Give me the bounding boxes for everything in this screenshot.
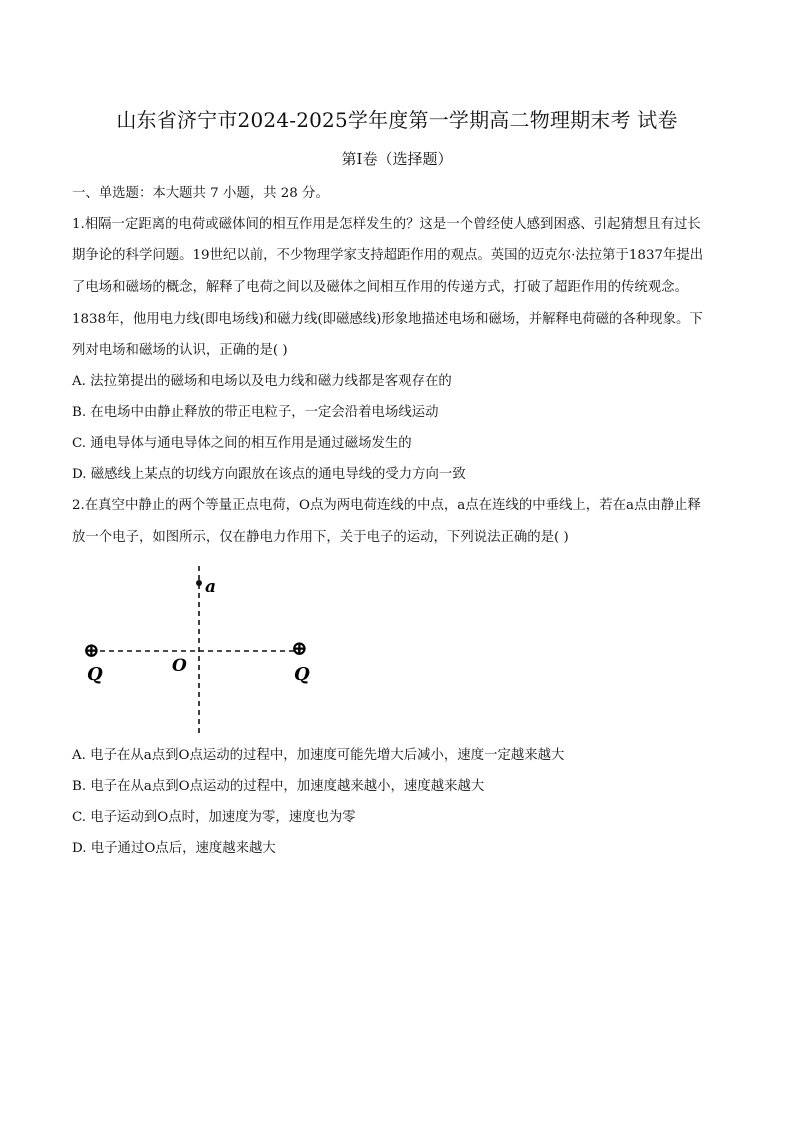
positive-charge-right-icon: ⊕ — [291, 636, 308, 660]
charge-diagram — [78, 560, 338, 740]
section-heading: 一、单选题：本大题共 7 小题，共 28 分。 — [72, 186, 329, 201]
section-subtitle: 第I卷（选择题） — [341, 150, 453, 168]
q1-line: 1838年，他用电力线(即电场线)和磁力线(即磁感线)形象地描述电场和磁场，并解释电荷磁的各种现象。下 — [72, 312, 703, 327]
point-a-label: a — [205, 577, 217, 597]
q2-option-c: C. 电子运动到O点时，加速度为零，速度也为零 — [72, 810, 356, 825]
charge-right-label: Q — [294, 664, 310, 685]
q1-line: 列对电场和磁场的认识，正确的是( ) — [72, 343, 288, 358]
positive-charge-left-icon: ⊕ — [83, 638, 100, 662]
exam-title: 山东省济宁市2024-2025学年度第一学期高二物理期末考 试卷 — [116, 108, 678, 132]
q2-option-d: D. 电子通过O点后，速度越来越大 — [72, 841, 276, 856]
q1-option-d: D. 磁感线上某点的切线方向跟放在该点的通电导线的受力方向一致 — [72, 467, 466, 482]
point-o-label: O — [172, 656, 187, 676]
q2-option-a: A. 电子在从a点到O点运动的过程中，加速度可能先增大后减小，速度一定越来越大 — [72, 748, 565, 763]
charge-left-label: Q — [87, 664, 103, 685]
q2-option-b: B. 电子在从a点到O点运动的过程中，加速度越来越小，速度越来越大 — [72, 779, 485, 794]
q1-option-b: B. 在电场中由静止释放的带正电粒子，一定会沿着电场线运动 — [72, 405, 439, 420]
q1-line: 1.相隔一定距离的电荷或磁体间的相互作用是怎样发生的？这是一个曾经使人感到困惑、引起猜想且有过长 — [72, 217, 701, 232]
q2-line: 2.在真空中静止的两个等量正点电荷，O点为两电荷连线的中点，a点在连线的中垂线上，若在a点由静止释 — [72, 498, 701, 513]
point-a-dot — [196, 580, 202, 586]
q1-line: 期争论的科学问题。19世纪以前，不少物理学家支持超距作用的观点。英国的迈克尔·法拉第于1837年提出 — [72, 248, 704, 263]
q1-option-c: C. 通电导体与通电导体之间的相互作用是通过磁场发生的 — [72, 436, 412, 451]
q1-line: 了电场和磁场的概念，解释了电荷之间以及磁体之间相互作用的传递方式，打破了超距作用的传统观念。 — [72, 280, 688, 295]
q2-line: 放一个电子，如图所示，仅在静电力作用下，关于电子的运动，下列说法正确的是( ) — [72, 530, 569, 545]
q1-option-a: A. 法拉第提出的磁场和电场以及电力线和磁力线都是客观存在的 — [72, 374, 452, 389]
